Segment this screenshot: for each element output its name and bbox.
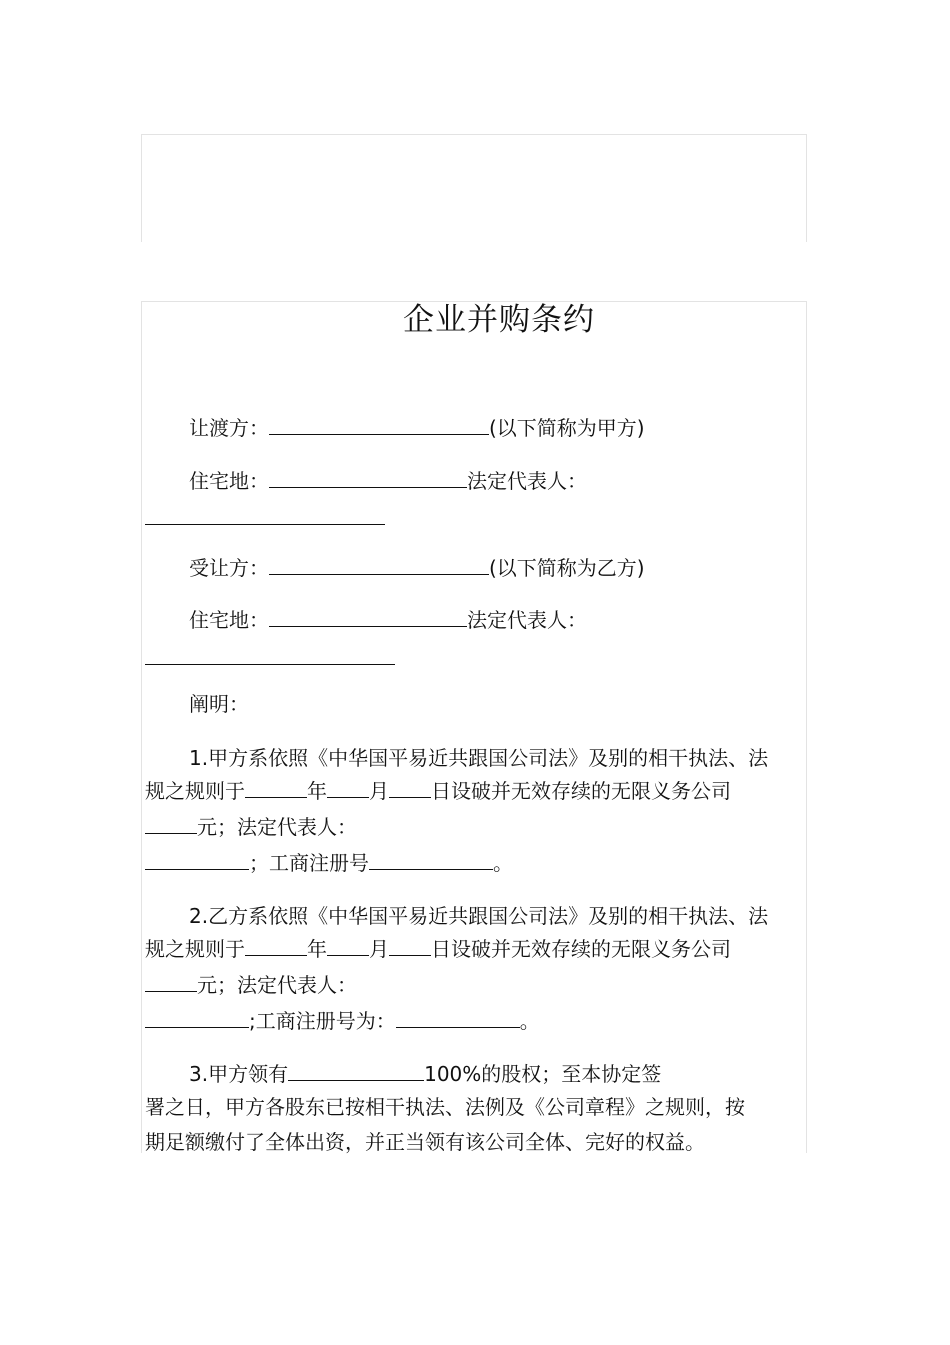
clause1-line2 [145, 777, 731, 804]
clause2-month-label: 月 [369, 937, 389, 961]
transferor-address-line [189, 467, 587, 494]
clause2-rep-blank [145, 1007, 249, 1028]
clause1-date-suffix: 日设破并无效存续的无限义务公司 [431, 779, 731, 803]
transferee-address-line [189, 606, 587, 633]
transferee-line [189, 554, 645, 581]
transferor-blank [269, 414, 489, 435]
clause1-year-blank [245, 777, 307, 798]
transferee-address-blank [269, 606, 467, 627]
statement-label: 阐明： [189, 692, 249, 716]
transferee-rep-label: 法定代表人： [467, 608, 587, 632]
clause1-month-label: 月 [369, 779, 389, 803]
clause1-line1: 1.甲方系依照《中华国平易近共跟国公司法》及别的相干执法、法 [189, 746, 769, 770]
clause3-line2: 署之日，甲方各股东已按相干执法、法例及《公司章程》之规则，按 [145, 1095, 745, 1119]
transferee-label: 受让方： [189, 556, 269, 580]
clause2-date-prefix: 规之规则于 [145, 937, 245, 961]
clause1-end: 。 [493, 851, 513, 875]
clause2-line3 [145, 971, 357, 998]
transferee-suffix: (以下简称为乙方) [489, 556, 645, 580]
transferor-rep-label: 法定代表人： [467, 469, 587, 493]
clause3-company-blank [288, 1060, 424, 1081]
clause2-rep-label: 元；法定代表人： [197, 973, 357, 997]
clause2-reg-blank [396, 1007, 520, 1028]
transferee-address-label: 住宅地： [189, 608, 269, 632]
clause1-line4 [145, 849, 513, 876]
clause1-rep-blank [145, 849, 249, 870]
clause3-line3: 期足额缴付了全体出资，并正当领有该公司全体、完好的权益。 [145, 1130, 705, 1154]
transferor-address-label: 住宅地： [189, 469, 269, 493]
clause2-reg-label: ;工商注册号为： [249, 1009, 396, 1033]
clause2-capital-blank [145, 971, 197, 992]
clause2-year-label: 年 [307, 937, 327, 961]
clause2-line2 [145, 935, 731, 962]
clause2-line1: 2.乙方系依照《中华国平易近共跟国公司法》及别的相干执法、法 [189, 904, 769, 928]
clause2-end: 。 [519, 1009, 540, 1033]
transferor-address-blank [269, 467, 467, 488]
clause2-line4 [145, 1007, 540, 1034]
clause2-month-blank [327, 935, 369, 956]
clause3-equity: 100%的股权；至本协定签 [424, 1062, 662, 1086]
clause1-year-label: 年 [307, 779, 327, 803]
transferee-rep-blank [145, 664, 395, 665]
clause1-reg-label: ；工商注册号 [249, 851, 369, 875]
clause1-capital-blank [145, 813, 197, 834]
clause1-reg-blank [369, 849, 493, 870]
transferor-rep-blank [145, 524, 385, 525]
clause2-date-suffix: 日设破并无效存续的无限义务公司 [431, 937, 731, 961]
clause1-month-blank [327, 777, 369, 798]
transferor-label: 让渡方： [189, 416, 269, 440]
clause3-prefix: 3.甲方领有 [189, 1062, 289, 1086]
page-frame-top [141, 134, 807, 242]
clause3-line1 [189, 1060, 661, 1087]
clause1-date-prefix: 规之规则于 [145, 779, 245, 803]
clause1-day-blank [389, 777, 431, 798]
clause2-year-blank [245, 935, 307, 956]
clause1-rep-label: 元；法定代表人： [197, 815, 357, 839]
transferor-line [189, 414, 645, 441]
transferee-blank [269, 554, 489, 575]
clause2-day-blank [389, 935, 431, 956]
clause1-line3 [145, 813, 357, 840]
document-title: 企业并购条约 [403, 302, 595, 338]
transferor-suffix: (以下简称为甲方) [489, 416, 645, 440]
